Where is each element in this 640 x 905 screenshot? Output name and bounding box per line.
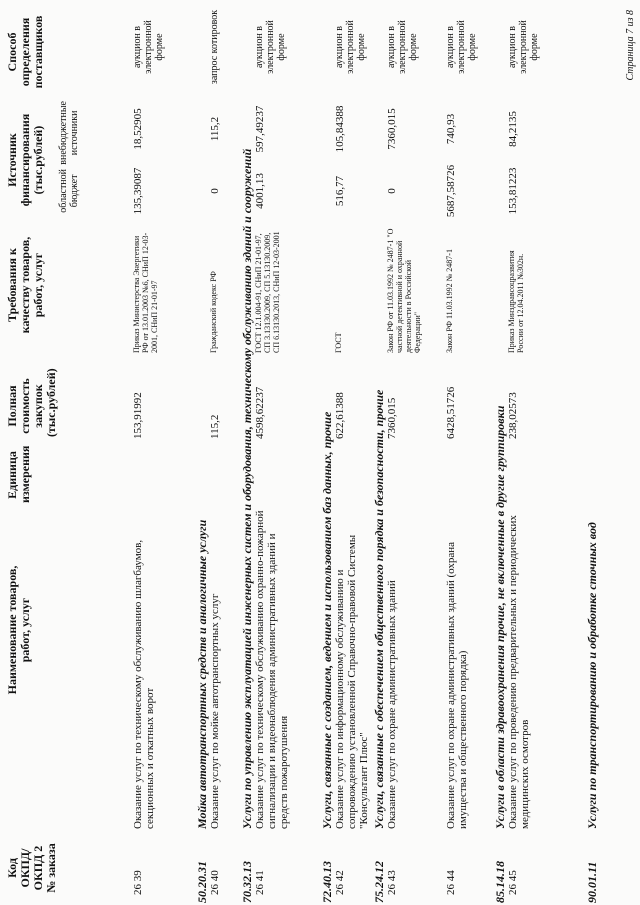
row-code: 26 39 bbox=[132, 870, 144, 895]
group-code: 90.01.11 bbox=[585, 861, 599, 903]
row-name: Оказание услуг по мойке автотранспортных услуг bbox=[209, 593, 221, 829]
header-code: Код ОКПД/ ОКПД 2 № заказа bbox=[5, 843, 58, 893]
row-regional-budget: 0 bbox=[386, 188, 398, 194]
row-method: аукцион в электронной форме bbox=[132, 20, 165, 74]
row-requirements: Гражданский кодекс РФ bbox=[209, 271, 218, 353]
row-external-sources: 7360,015 bbox=[386, 108, 398, 150]
row-code: 26 44 bbox=[445, 870, 457, 895]
row-external-sources: 18,52905 bbox=[132, 108, 144, 150]
row-method: аукцион в электронной форме bbox=[386, 20, 419, 74]
row-external-sources: 597,49237 bbox=[254, 105, 266, 153]
row-code: 26 45 bbox=[507, 870, 519, 895]
row-name: Оказание услуг по информационному обслуживанию и сопровождению установленной Справочно-правовой Системы "Консультант Плюс" bbox=[334, 534, 370, 829]
row-cost: 115,2 bbox=[209, 414, 221, 439]
row-regional-budget: 135,39087 bbox=[132, 167, 144, 215]
row-regional-budget: 5687,58726 bbox=[445, 164, 457, 218]
row-name: Оказание услуг по охране административных зданий bbox=[386, 580, 398, 829]
group-code: 50.20.31 bbox=[195, 861, 209, 903]
header-requirements: Требования к качеству товаров, работ, услуг bbox=[5, 236, 45, 334]
group-title: Услуги по управлению эксплуатацией инженерных систем и оборудования, техническому обслуживанию зданий и сооружений bbox=[240, 148, 254, 829]
row-requirements: ГОСТ bbox=[334, 332, 343, 353]
header-fin-external: внебюджетные источники bbox=[58, 101, 80, 165]
row-cost: 153,91992 bbox=[132, 392, 144, 439]
row-name: Оказание услуг по техническому обслуживанию шлагбаумов, секционных и откатных ворот bbox=[132, 539, 156, 829]
row-cost: 6428,51726 bbox=[445, 386, 457, 439]
row-requirements: Приказ Министерства Энергетики РФ от 13.01.2003 №6, СНиП 12-03-2001, СНиП 21-01-97 bbox=[132, 232, 159, 353]
row-external-sources: 84,2135 bbox=[507, 111, 519, 147]
header-name: Наименование товаров, работ, услуг bbox=[5, 565, 32, 695]
row-code: 26 40 bbox=[209, 870, 221, 895]
group-title: Услуги по транспортированию и обработке сточных вод bbox=[585, 522, 599, 829]
row-code: 26 42 bbox=[334, 870, 346, 895]
group-title: Услуги, связанные с обеспечением общественного порядка и безопасности, прочие bbox=[372, 389, 386, 829]
group-title: Услуги в области здравоохранения прочие, не включенные в другие группировки bbox=[493, 405, 507, 829]
header-unit: Единица измерения bbox=[5, 445, 32, 503]
group-code: 70.32.13 bbox=[240, 861, 254, 903]
row-cost: 622,61388 bbox=[334, 392, 346, 439]
page-number: Страница 7 из 8 bbox=[625, 10, 636, 81]
row-name: Оказание услуг по охране административных зданий (охрана имущества и общественного порядка) bbox=[445, 541, 469, 829]
row-code: 26 43 bbox=[386, 870, 398, 895]
group-title: Услуги, связанные с созданием, ведением и использованием баз данных, прочие bbox=[320, 411, 334, 829]
row-regional-budget: 0 bbox=[209, 188, 221, 194]
row-name: Оказание услуг по техническому обслуживанию охранно-пожарной сигнализации и видеонаблюдения административных зданий и средств пожаротушения bbox=[254, 510, 290, 829]
row-requirements: Приказ Минздравсоцразвития России от 12.04.2011 №302н. bbox=[507, 250, 525, 353]
row-regional-budget: 153,81223 bbox=[507, 167, 519, 215]
row-method: запрос котировок bbox=[209, 9, 220, 85]
financing-subheaders bbox=[58, 101, 80, 217]
row-cost: 7360,015 bbox=[386, 397, 398, 439]
row-regional-budget: 4001,13 bbox=[254, 173, 266, 209]
row-external-sources: 115,2 bbox=[209, 116, 221, 142]
row-external-sources: 740,93 bbox=[445, 113, 457, 145]
group-code: 72.40.13 bbox=[320, 861, 334, 903]
header-cost: Полная стоимость закупок (тыс.рублей) bbox=[5, 368, 58, 437]
row-requirements: Закон РФ 11.03.1992 № 2487-1 bbox=[445, 249, 454, 353]
row-name: Оказание услуг по проведению предварительных и периодических медицинских осмотров bbox=[507, 515, 531, 829]
header-financing: Источник финансирования (тыс.рублей) bbox=[5, 113, 45, 207]
group-code: 75.24.12 bbox=[372, 861, 386, 903]
header-fin-regional: областной бюджет bbox=[58, 168, 80, 213]
row-code: 26 41 bbox=[254, 870, 266, 895]
header-method: Способ определения поставщиков bbox=[5, 15, 45, 89]
row-cost: 238,02573 bbox=[507, 392, 519, 439]
group-code: 85.14.18 bbox=[493, 861, 507, 903]
row-cost: 4598,62237 bbox=[254, 386, 266, 439]
row-method: аукцион в электронной форме bbox=[254, 20, 287, 74]
row-requirements: Закон РФ от 11.03.1992 № 2487-1 "О частной детективной и охранной деятельности в Российской Федерации" bbox=[386, 228, 422, 353]
row-method: аукцион в электронной форме bbox=[334, 20, 367, 74]
row-method: аукцион в электронной форме bbox=[507, 20, 540, 74]
row-regional-budget: 516,77 bbox=[334, 175, 346, 207]
group-title: Мойка автотранспортных средств и аналогичные услуги bbox=[195, 519, 209, 829]
row-external-sources: 105,84388 bbox=[334, 105, 346, 153]
row-requirements: ГОСТ 12.1.004-91, СНиП 21-01-97, СП 3.13130.2009, СП 5.13130.2009, СП 6.13130.2013, СНиП 12-03-2001 bbox=[254, 231, 281, 353]
row-method: аукцион в электронной форме bbox=[445, 20, 478, 74]
